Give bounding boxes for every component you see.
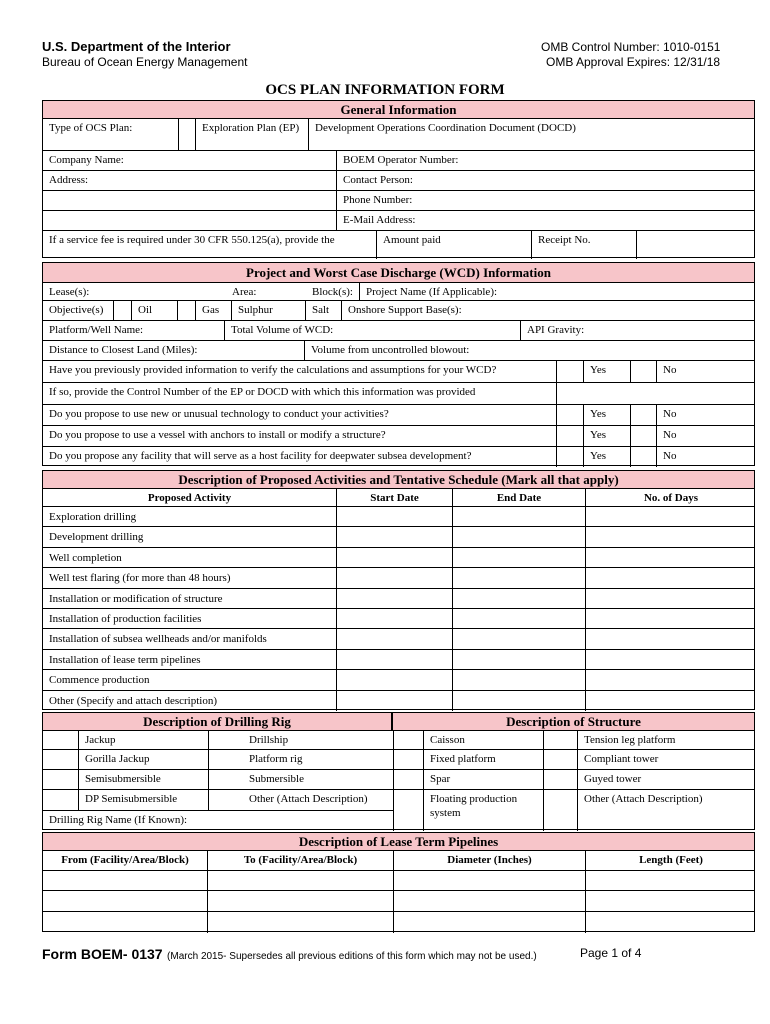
platform-rig-checkbox[interactable]	[208, 750, 243, 769]
spar-checkbox[interactable]	[393, 770, 423, 789]
col-diameter: Diameter (Inches)	[393, 851, 585, 870]
objectives-label: Objective(s)	[49, 304, 104, 316]
email-address-field[interactable]: E-Mail Address:	[336, 211, 756, 230]
block-field[interactable]: Block(s):	[312, 286, 353, 298]
receipt-number-label: Receipt No.	[531, 231, 636, 259]
q4-yes-checkbox[interactable]	[556, 426, 583, 446]
oil-label: Oil	[131, 301, 177, 320]
drilling-rig-name-field[interactable]: Drilling Rig Name (If Known):	[43, 810, 393, 831]
pipelines-heading: Description of Lease Term Pipelines	[298, 834, 499, 849]
start-date-cell[interactable]	[336, 548, 452, 567]
pipeline-row	[43, 871, 754, 891]
fixed-platform-label: Fixed platform	[423, 750, 543, 769]
page-number: Page 1 of 4	[580, 946, 642, 960]
col-length: Length (Feet)	[585, 851, 756, 870]
start-date-cell[interactable]	[336, 670, 452, 689]
guyed-tower-checkbox[interactable]	[543, 770, 577, 789]
no-of-days-cell[interactable]	[585, 507, 756, 526]
type-of-plan-label: Type of OCS Plan:	[49, 122, 133, 134]
activity-row	[43, 527, 754, 547]
address-line-2[interactable]	[43, 191, 336, 210]
activity-label: Installation of subsea wellheads and/or manifolds	[49, 633, 267, 646]
no-of-days-cell[interactable]	[585, 548, 756, 567]
contact-person-field[interactable]: Contact Person:	[336, 171, 756, 190]
col-from: From (Facility/Area/Block)	[61, 854, 189, 866]
activity-row	[43, 691, 754, 711]
service-fee-label: If a service fee is required under 30 CFR 550.125(a), provide the	[49, 234, 335, 246]
submersible-label: Submersible	[249, 773, 304, 785]
q5-yes-checkbox[interactable]	[556, 447, 583, 467]
pipeline-row	[43, 912, 754, 933]
pipeline-diameter-cell[interactable]	[393, 871, 585, 890]
start-date-cell[interactable]	[336, 568, 452, 587]
spar-label: Spar	[423, 770, 543, 789]
project-name-field[interactable]: Project Name (If Applicable):	[359, 283, 756, 300]
rig-other-label: Other (Attach Description)	[249, 793, 368, 805]
no-of-days-cell[interactable]	[585, 691, 756, 711]
end-date-cell[interactable]	[452, 507, 585, 526]
start-date-cell[interactable]	[336, 527, 452, 546]
structure-heading: Description of Structure	[392, 712, 755, 731]
compliant-tower-label: Compliant tower	[577, 750, 756, 769]
api-gravity-field[interactable]: API Gravity:	[520, 321, 756, 340]
col-to: To (Facility/Area/Block)	[207, 851, 393, 870]
end-date-cell[interactable]	[452, 589, 585, 608]
q3-no-checkbox[interactable]	[630, 405, 656, 425]
activity-label: Installation of lease term pipelines	[49, 653, 201, 666]
ep-checkbox[interactable]	[178, 119, 195, 150]
form-number: Form BOEM- 0137	[42, 946, 163, 962]
activity-label: Well completion	[49, 551, 122, 564]
start-date-cell[interactable]	[336, 691, 452, 711]
control-number-field[interactable]	[556, 383, 756, 404]
pipelines-section	[42, 832, 755, 932]
q3-yes-label: Yes	[583, 405, 630, 425]
gas-checkbox[interactable]	[177, 301, 195, 320]
start-date-cell[interactable]	[336, 609, 452, 628]
pipeline-diameter-cell[interactable]	[393, 912, 585, 933]
phone-number-field[interactable]: Phone Number:	[336, 191, 756, 210]
platform-rig-label: Platform rig	[249, 753, 303, 765]
address-line-3[interactable]	[43, 211, 336, 230]
bureau-name: Bureau of Ocean Energy Management	[42, 55, 248, 69]
drillship-label: Drillship	[249, 734, 289, 746]
q1-no-label: No	[656, 361, 756, 382]
submersible-checkbox[interactable]	[208, 770, 243, 789]
address-field[interactable]: Address:	[49, 174, 89, 186]
no-of-days-cell[interactable]	[585, 670, 756, 689]
omb-control-number: OMB Control Number: 1010-0151	[541, 40, 721, 54]
semisub-checkbox[interactable]	[43, 770, 78, 789]
general-heading-band	[43, 101, 754, 119]
form-title: OCS PLAN INFORMATION FORM	[265, 82, 505, 98]
fixed-platform-checkbox[interactable]	[393, 750, 423, 769]
project-wcd-section	[42, 262, 755, 466]
q5-no-checkbox[interactable]	[630, 447, 656, 467]
rig-structure-grid	[42, 730, 755, 830]
start-date-cell[interactable]	[336, 650, 452, 669]
q3-yes-checkbox[interactable]	[556, 405, 583, 425]
general-information-section	[42, 100, 755, 258]
start-date-cell[interactable]	[336, 589, 452, 608]
pipeline-from-cell[interactable]	[43, 871, 207, 890]
floating-production-label: Floating production system	[423, 790, 543, 831]
gas-label: Gas	[195, 301, 231, 320]
activity-row	[43, 650, 754, 670]
guyed-tower-label: Guyed tower	[577, 770, 756, 789]
jackup-label: Jackup	[78, 731, 208, 749]
dp-semisub-label: DP Semisubmersible	[78, 790, 208, 810]
department-name: U.S. Department of the Interior	[42, 39, 231, 54]
q1-yes-label: Yes	[583, 361, 630, 382]
pipeline-length-cell[interactable]	[585, 912, 756, 933]
question-new-technology: Do you propose to use new or unusual technology to conduct your activities?	[49, 408, 389, 420]
q5-no-label: No	[656, 447, 756, 467]
end-date-cell[interactable]	[452, 691, 585, 711]
activities-heading: Description of Proposed Activities and Tentative Schedule (Mark all that apply)	[178, 472, 619, 487]
pipeline-to-cell[interactable]	[207, 871, 393, 890]
q5-yes-label: Yes	[583, 447, 630, 467]
floating-production-checkbox[interactable]	[393, 790, 423, 831]
caisson-checkbox[interactable]	[393, 731, 423, 749]
end-date-cell[interactable]	[452, 650, 585, 669]
activity-label: Installation of production facilities	[49, 613, 202, 625]
pipeline-length-cell[interactable]	[585, 871, 756, 890]
activity-label: Exploration drilling	[49, 511, 137, 523]
no-of-days-cell[interactable]	[585, 527, 756, 546]
no-of-days-cell[interactable]	[585, 650, 756, 669]
drillship-checkbox[interactable]	[208, 731, 243, 749]
activities-section	[42, 470, 755, 710]
q4-no-label: No	[656, 426, 756, 446]
drilling-rig-heading: Description of Drilling Rig	[42, 712, 392, 731]
form-edition-note: (March 2015- Supersedes all previous editions of this form which may not be used.)	[167, 951, 537, 962]
no-of-days-cell[interactable]	[585, 568, 756, 587]
receipt-number-field[interactable]	[636, 231, 756, 259]
activity-row	[43, 507, 754, 527]
project-heading: Project and Worst Case Discharge (WCD) Information	[246, 265, 551, 280]
pipeline-from-cell[interactable]	[43, 891, 207, 911]
col-start-date: Start Date	[336, 489, 452, 506]
onshore-support-field[interactable]: Onshore Support Base(s):	[341, 301, 756, 320]
footer	[42, 946, 537, 964]
ep-option-label: Exploration Plan (EP)	[195, 119, 308, 150]
jackup-checkbox[interactable]	[43, 731, 78, 749]
semisub-label: Semisubmersible	[78, 770, 208, 789]
company-name-field[interactable]: Company Name:	[49, 154, 124, 166]
end-date-cell[interactable]	[452, 670, 585, 689]
activity-row	[43, 589, 754, 609]
col-no-of-days: No. of Days	[585, 489, 756, 506]
dp-semisub-checkbox[interactable]	[43, 790, 78, 810]
pipeline-from-cell[interactable]	[43, 912, 207, 933]
end-date-cell[interactable]	[452, 629, 585, 648]
lease-field[interactable]: Lease(s):	[49, 286, 90, 298]
salt-label[interactable]: Salt	[305, 301, 341, 320]
activity-label: Well test flaring (for more than 48 hours)	[49, 572, 231, 585]
operator-number-field[interactable]: BOEM Operator Number:	[336, 151, 756, 170]
q4-yes-label: Yes	[583, 426, 630, 446]
caisson-label: Caisson	[423, 731, 543, 749]
activity-row	[43, 568, 754, 588]
end-date-cell[interactable]	[452, 568, 585, 587]
pipeline-length-cell[interactable]	[585, 891, 756, 911]
gorilla-jackup-label: Gorilla Jackup	[78, 750, 208, 769]
activity-label: Other (Specify and attach description)	[49, 694, 217, 707]
tension-leg-checkbox[interactable]	[543, 731, 577, 749]
q3-no-label: No	[656, 405, 756, 425]
pipeline-to-cell[interactable]	[207, 891, 393, 911]
col-proposed-activity: Proposed Activity	[147, 492, 232, 504]
oil-checkbox[interactable]	[113, 301, 131, 320]
end-date-cell[interactable]	[452, 527, 585, 546]
pipeline-diameter-cell[interactable]	[393, 891, 585, 911]
docd-option-label[interactable]: Development Operations Coordination Document (DOCD)	[308, 119, 756, 150]
activity-label: Commence production	[49, 674, 150, 687]
pipeline-to-cell[interactable]	[207, 912, 393, 933]
structure-other-label: Other (Attach Description)	[577, 790, 756, 831]
area-field[interactable]: Area:	[232, 286, 257, 298]
rig-other-checkbox[interactable]	[208, 790, 243, 810]
activity-row	[43, 629, 754, 649]
question-host-facility: Do you propose any facility that will serve as a host facility for deepwater subsea development?	[49, 450, 472, 462]
sulphur-label[interactable]: Sulphur	[231, 301, 305, 320]
q1-no-checkbox[interactable]	[630, 361, 656, 382]
activity-row	[43, 548, 754, 568]
gorilla-jackup-checkbox[interactable]	[43, 750, 78, 769]
no-of-days-cell[interactable]	[585, 629, 756, 648]
start-date-cell[interactable]	[336, 507, 452, 526]
compliant-tower-checkbox[interactable]	[543, 750, 577, 769]
no-of-days-cell[interactable]	[585, 609, 756, 628]
general-heading: General Information	[340, 102, 457, 117]
activity-label: Development drilling	[49, 531, 144, 544]
pipeline-row	[43, 891, 754, 912]
activity-label: Installation or modification of structure	[49, 592, 223, 605]
question-wcd-verify: Have you previously provided information to verify the calculations and assumptions for your WCD?	[49, 364, 497, 376]
question-vessel-anchors: Do you propose to use a vessel with anchors to install or modify a structure?	[49, 429, 386, 441]
no-of-days-cell[interactable]	[585, 589, 756, 608]
end-date-cell[interactable]	[452, 548, 585, 567]
col-end-date: End Date	[452, 489, 585, 506]
platform-well-name-field[interactable]: Platform/Well Name:	[49, 324, 144, 336]
tension-leg-label: Tension leg platform	[577, 731, 756, 749]
question-control-number: If so, provide the Control Number of the EP or DOCD with which this information was provided	[49, 386, 476, 398]
q1-yes-checkbox[interactable]	[556, 361, 583, 382]
amount-paid-field[interactable]: Amount paid	[376, 231, 531, 259]
activity-row	[43, 670, 754, 690]
blowout-volume-field[interactable]: Volume from uncontrolled blowout:	[304, 341, 756, 360]
total-wcd-field[interactable]: Total Volume of WCD:	[224, 321, 520, 340]
start-date-cell[interactable]	[336, 629, 452, 648]
end-date-cell[interactable]	[452, 609, 585, 628]
distance-to-land-field[interactable]: Distance to Closest Land (Miles):	[49, 344, 198, 356]
structure-other-checkbox[interactable]	[543, 790, 577, 831]
omb-approval-expires: OMB Approval Expires: 12/31/18	[546, 55, 721, 69]
activity-row	[43, 609, 754, 629]
q4-no-checkbox[interactable]	[630, 426, 656, 446]
